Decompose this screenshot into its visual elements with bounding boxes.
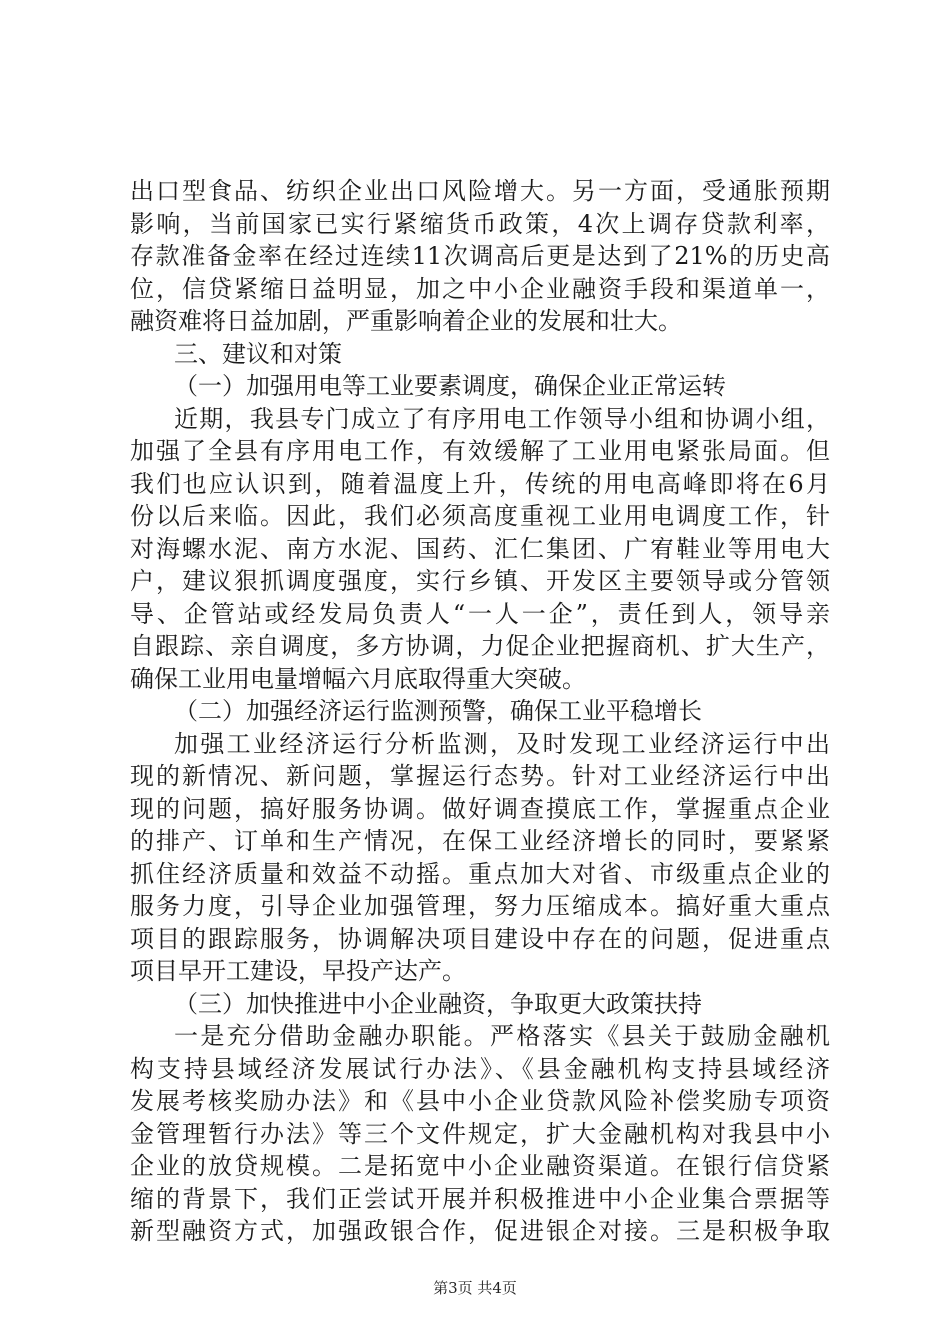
text-line: 位，信贷紧缩日益明显，加之中小企业融资手段和渠道单一， [130,274,830,303]
text-line: 对海螺水泥、南方水泥、国药、汇仁集团、广宥鞋业等用电大 [130,534,830,563]
text-line: 新型融资方式，加强政银合作，促进银企对接。三是积极争取 [130,1217,830,1245]
text-line: 加强工业经济运行分析监测，及时发现工业经济运行中出 [174,729,830,758]
text-line: （一）加强用电等工业要素调度，确保企业正常运转 [174,372,726,400]
text-line: 融资难将日益加剧，严重影响着企业的发展和壮大。 [130,307,682,335]
document-body [130,175,830,1248]
text-line: 抓住经济质量和效益不动摇。重点加大对省、市级重点企业的 [130,859,830,888]
text-line: 缩的背景下，我们正尝试开展并积极推进中小企业集合票据等 [130,1184,830,1213]
text-line: （三）加快推进中小企业融资，争取更大政策扶持 [174,989,702,1018]
text-line: 服务力度，引导企业加强管理，努力压缩成本。搞好重大重点 [130,892,830,920]
text-line: 现的问题，搞好服务协调。做好调查摸底工作，掌握重点企业 [130,794,830,823]
page-footer: 第3页 共4页 [433,1279,517,1297]
text-line: 企业的放贷规模。二是拓宽中小企业融资渠道。在银行信贷紧 [130,1152,830,1180]
text-line: 近期，我县专门成立了有序用电工作领导小组和协调小组， [174,404,830,433]
text-line: 发展考核奖励办法》和《县中小企业贷款风险补偿奖励专项资 [130,1087,830,1115]
text-line: 确保工业用电量增幅六月底取得重大突破。 [130,664,586,693]
text-line: 项目的跟踪服务，协调解决项目建设中存在的问题，促进重点 [130,924,830,953]
text-line: 现的新情况、新问题，掌握运行态势。针对工业经济运行中出 [130,762,830,790]
text-line: 三、建议和对策 [174,339,342,368]
text-line: 份以后来临。因此，我们必须高度重视工业用电调度工作，针 [130,502,830,530]
text-line: 户，建议狠抓调度强度，实行乡镇、开发区主要领导或分管领 [130,567,830,595]
text-line: 自跟踪、亲自调度，多方协调，力促企业把握商机、扩大生产， [130,632,830,660]
text-line: 出口型食品、纺织企业出口风险增大。另一方面，受通胀预期 [130,177,830,205]
text-line: 导、企管站或经发局负责人“一人一企”，责任到人，领导亲 [130,599,830,628]
text-line: （二）加强经济运行监测预警，确保工业平稳增长 [174,697,702,725]
text-line: 加强了全县有序用电工作，有效缓解了工业用电紧张局面。但 [130,437,830,465]
text-line: 影响，当前国家已实行紧缩货币政策，4次上调存贷款利率， [130,209,830,238]
text-line: 一是充分借助金融办职能。严格落实《县关于鼓励金融机 [174,1022,830,1050]
text-line: 金管理暂行办法》等三个文件规定，扩大金融机构对我县中小 [130,1119,830,1148]
text-line: 项目早开工建设，早投产达产。 [130,957,466,985]
text-line: 存款准备金率在经过连续11次调高后更是达到了21%的历史高 [130,242,830,270]
text-line: 的排产、订单和生产情况，在保工业经济增长的同时，要紧紧 [130,827,830,855]
text-line: 我们也应认识到，随着温度上升，传统的用电高峰即将在6月 [130,469,830,498]
text-line: 构支持县域经济发展试行办法》、《县金融机构支持县域经济 [130,1054,830,1083]
